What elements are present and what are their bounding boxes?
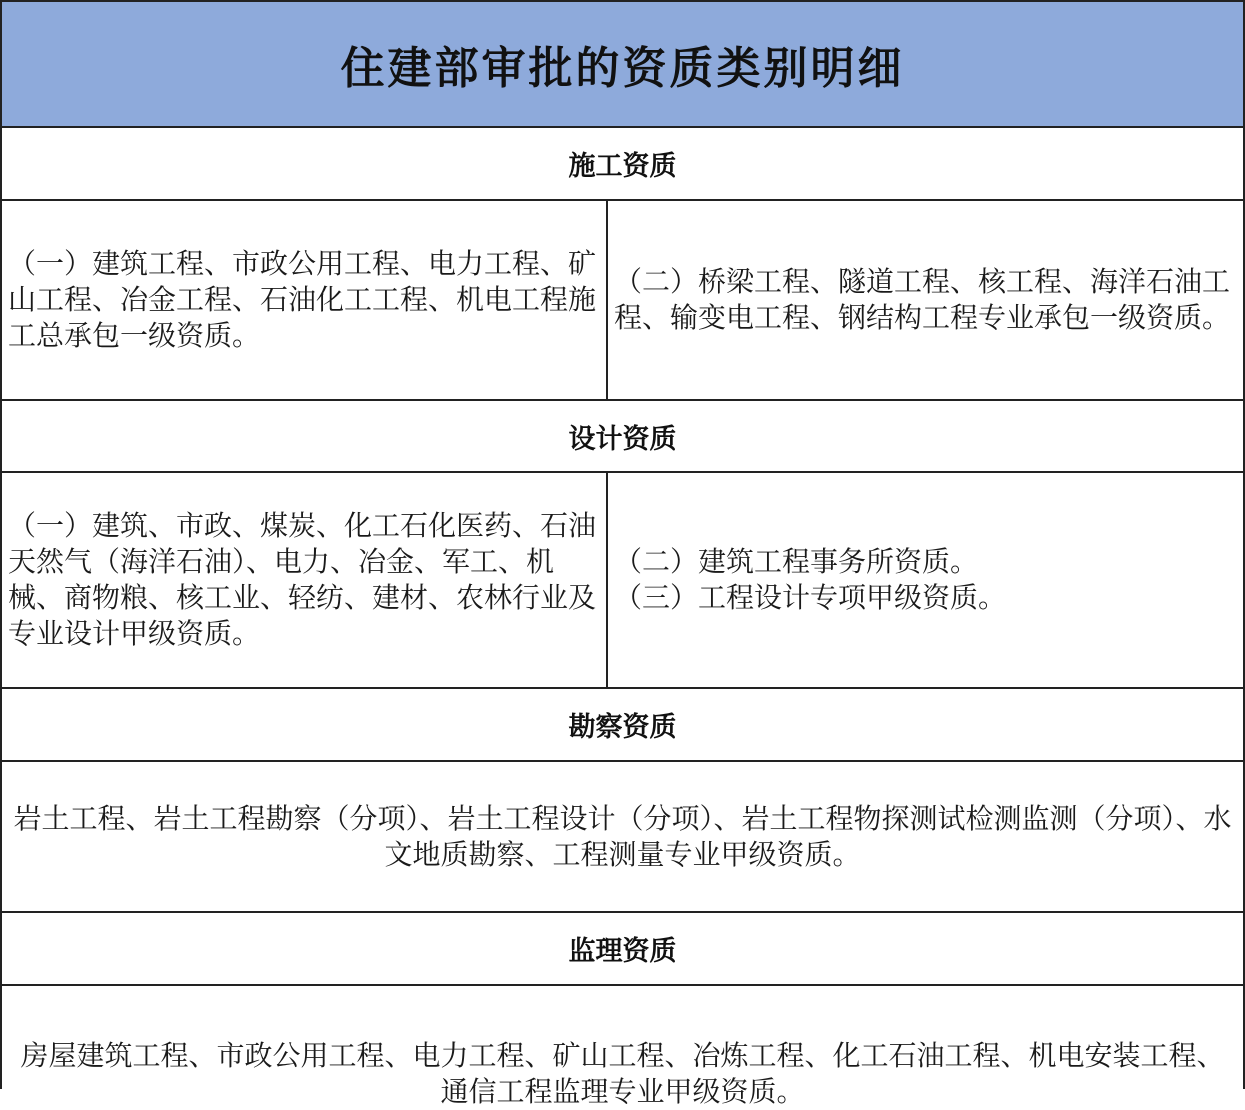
supervision-cell: [2, 986, 1243, 1110]
section-heading-construction: [2, 128, 1243, 201]
supervision-row: [2, 986, 1243, 1108]
section-heading-survey: [2, 689, 1243, 762]
section-heading-construction-label: 施工资质: [568, 151, 677, 182]
survey-row: [2, 762, 1243, 913]
survey-cell: [2, 762, 1243, 911]
design-left-text: （一）建筑、市政、煤炭、化工石化医药、石油天然气（海洋石油）、电力、冶金、军工、机械、商物粮、核工业、轻纺、建材、农林行业及专业设计甲级资质。: [8, 509, 597, 650]
construction-right-text: （二）桥梁工程、隧道工程、核工程、海洋石油工程、输变电工程、钢结构工程专业承包一级资质。: [614, 265, 1231, 334]
construction-right-cell: [608, 201, 1243, 399]
section-heading-supervision-label: 监理资质: [568, 936, 677, 967]
supervision-text: 房屋建筑工程、市政公用工程、电力工程、矿山工程、冶炼工程、化工石油工程、机电安装工程、通信工程监理专业甲级资质。: [20, 1039, 1225, 1108]
section-heading-design-label: 设计资质: [568, 423, 677, 455]
section-heading-survey-label: 勘察资质: [568, 712, 677, 743]
design-row: [2, 473, 1243, 689]
section-heading-supervision: [2, 913, 1243, 986]
construction-left-cell: [2, 201, 608, 399]
design-right-cell: [608, 473, 1243, 687]
construction-row: [2, 201, 1243, 401]
title-row: [2, 0, 1243, 128]
survey-text: 岩土工程、岩土工程勘察（分项）、岩土工程设计（分项）、岩土工程物探测试检测监测（分项）、水文地质勘察、工程测量专业甲级资质。: [13, 801, 1232, 871]
construction-left-text: （一）建筑工程、市政公用工程、电力工程、矿山工程、冶金工程、石油化工工程、机电工程施工总承包一级资质。: [8, 247, 597, 352]
page-title: 住建部审批的资质类别明细: [340, 43, 905, 94]
design-left-cell: [2, 473, 608, 687]
section-heading-design: [2, 401, 1243, 473]
design-right-text: [614, 544, 1006, 616]
design-right-line-1: （二）建筑工程事务所资质。: [614, 545, 979, 578]
design-right-line-2: （三）工程设计专项甲级资质。: [614, 581, 1007, 614]
